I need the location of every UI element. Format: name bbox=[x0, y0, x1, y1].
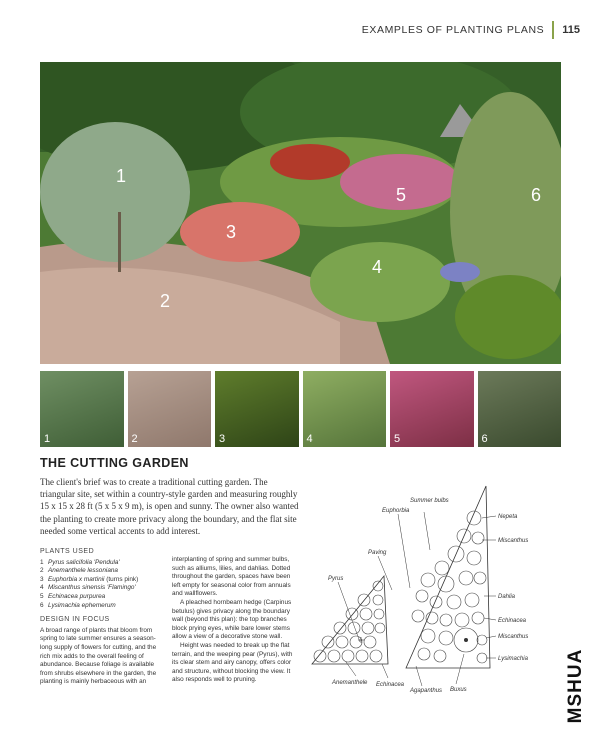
plant-note: (turns pink) bbox=[104, 575, 139, 583]
thumbnail-miscanthus bbox=[303, 371, 387, 447]
body-paragraph: interplanting of spring and summer bulbs, such as alliums, lilies, and dahlias. Dotted throughout the garden, spaces have been left empty for seasonal color from annuals and wallflowers. bbox=[172, 556, 291, 598]
plants-used-heading: PLANTS USED bbox=[40, 548, 95, 555]
label-lysimachia: Lysimachia bbox=[498, 656, 528, 662]
intro-text: The client's brief was to create a traditional cutting garden. The triangular site, set within a country-style garden and measuring roughly 15 x 15 x 28 ft (5 x 5 x 9 m), is open and sunny. The owner also wanted the planting to create more privacy along the boundary, and the flat site needed some vertical accents to add interest. bbox=[40, 477, 299, 536]
marker-3: 3 bbox=[226, 222, 237, 242]
intro-paragraph bbox=[40, 476, 300, 537]
thumbnail-echinacea bbox=[390, 371, 474, 447]
thumbnail-number: 1 bbox=[44, 433, 51, 445]
plant-item bbox=[40, 602, 166, 611]
thumbnail-number: 2 bbox=[131, 433, 138, 445]
plant-thumbnails bbox=[40, 371, 561, 447]
plant-item bbox=[40, 593, 166, 602]
thumbnail-number: 4 bbox=[306, 433, 313, 445]
middle-column bbox=[172, 556, 299, 685]
page-header bbox=[362, 20, 580, 40]
plant-item bbox=[40, 567, 166, 576]
label-pyrus: Pyrus bbox=[328, 576, 344, 582]
label-euphorbia: Euphorbia bbox=[382, 508, 410, 514]
label-nepeta: Nepeta bbox=[498, 514, 518, 520]
label-buxus: Buxus bbox=[450, 687, 467, 693]
page-title: THE CUTTING GARDEN bbox=[40, 456, 189, 470]
thumbnail-number: 6 bbox=[481, 433, 488, 445]
marker-4: 4 bbox=[372, 257, 383, 277]
thumbnail-euphorbia bbox=[215, 371, 299, 447]
plant-name: Lysimachia ephemerum bbox=[48, 601, 116, 609]
label-miscanthus-bottom: Miscanthus bbox=[498, 634, 528, 640]
plant-name: Anemanthele lessoniana bbox=[48, 567, 118, 575]
thumbnail-number: 3 bbox=[219, 433, 226, 445]
marker-5: 5 bbox=[396, 185, 407, 205]
plant-number: 4 bbox=[40, 584, 44, 592]
thumbnail-pyrus bbox=[40, 371, 124, 447]
label-agapanthus: Agapanthus bbox=[410, 688, 443, 694]
plant-name: Euphorbia x martinii bbox=[48, 575, 105, 583]
plan-drawing bbox=[306, 478, 528, 708]
label-paving: Paving bbox=[368, 550, 387, 556]
label-summer-bulbs: Summer bulbs bbox=[410, 498, 449, 504]
plant-number: 5 bbox=[40, 592, 44, 600]
plant-name: Echinacea purpurea bbox=[48, 592, 106, 600]
body-paragraph: A pleached hornbeam hedge (Carpinus betulus) gives privacy along the boundary wall (beyond this plan): the top branches block prying eyes, while bare lower stems allow a view of a decorative stone wall. bbox=[172, 598, 292, 641]
plant-number: 6 bbox=[40, 601, 44, 609]
planting-plan-diagram bbox=[306, 478, 528, 708]
label-echinacea-left: Echinacea bbox=[376, 682, 405, 688]
marker-6: 6 bbox=[531, 185, 542, 205]
design-in-focus-heading: DESIGN IN FOCUS bbox=[40, 616, 110, 624]
plant-number: 2 bbox=[40, 567, 44, 575]
plant-item bbox=[40, 559, 166, 568]
thumbnail-anemanthele bbox=[128, 371, 212, 447]
plant-item bbox=[40, 576, 166, 585]
design-in-focus-text: A broad range of plants that bloom from spring to late summer ensures a season-long supply of flowers for cutting, and the rich mix adds to the overall feeling of abundance. Because foliage is available from shrubs elsewhere in the garden, the planting is mainly herbaceous with an bbox=[40, 626, 157, 686]
marker-1: 1 bbox=[116, 166, 127, 186]
label-anemanthele: Anemanthele bbox=[332, 680, 368, 686]
thumbnail-lysimachia bbox=[478, 371, 562, 447]
label-echinacea-right: Echinacea bbox=[498, 618, 527, 624]
watermark-text: MSHUA bbox=[565, 648, 586, 724]
page-number: 115 bbox=[562, 24, 580, 36]
label-miscanthus-top: Miscanthus bbox=[498, 538, 528, 544]
plant-item bbox=[40, 584, 166, 593]
plant-number: 1 bbox=[40, 558, 44, 566]
section-title: EXAMPLES OF PLANTING PLANS bbox=[361, 24, 545, 36]
watermark bbox=[566, 636, 586, 736]
body-paragraph: Height was needed to break up the flat terrain, and the weeping pear (Pyrus), with its clear stem and airy canopy, offers color and structure, without blocking the view. It also responds well to pruning. bbox=[172, 641, 293, 684]
plants-used-list bbox=[40, 559, 166, 611]
thumbnail-number: 5 bbox=[394, 433, 401, 445]
plant-name: Pyrus salicifolia 'Pendula' bbox=[48, 558, 120, 566]
left-column bbox=[40, 548, 166, 687]
marker-2: 2 bbox=[160, 291, 171, 311]
label-dahlia: Dahlia bbox=[498, 594, 516, 600]
garden-photo-illustration bbox=[40, 62, 561, 364]
hero-photo bbox=[40, 62, 561, 364]
header-divider bbox=[552, 21, 554, 39]
plant-number: 3 bbox=[40, 575, 44, 583]
plant-name: Miscanthus sinensis 'Flamingo' bbox=[48, 584, 136, 592]
